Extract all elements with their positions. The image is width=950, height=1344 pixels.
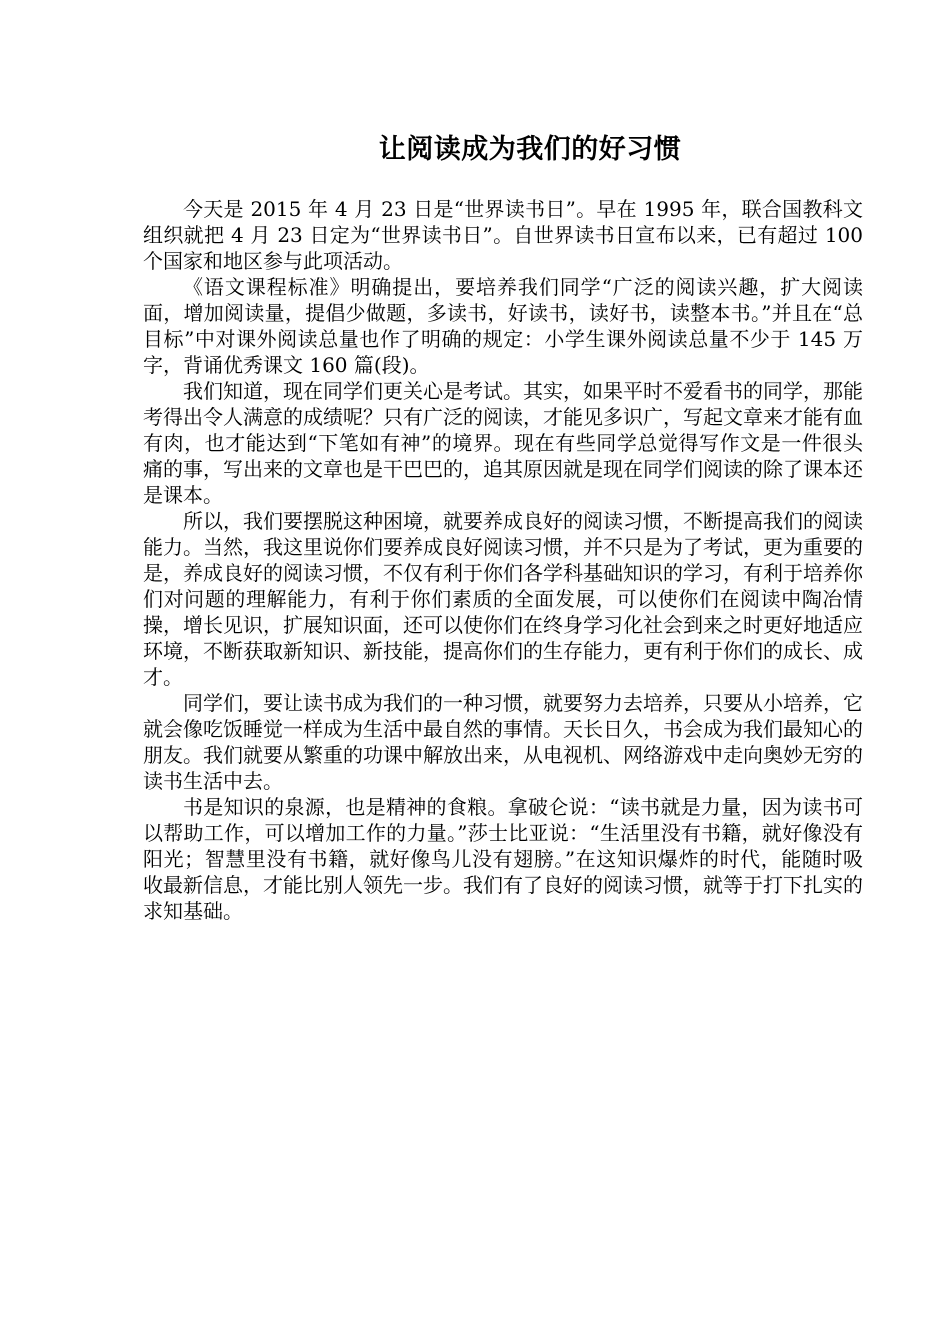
paragraph-6: 书是知识的泉源，也是精神的食粮。拿破仑说：“读书就是力量，因为读书可以帮助工作，可以增加工作的力量。”莎士比亚说：“生活里没有书籍，就好像没有阳光；智慧里没有书籍，就好像鸟儿没有翅膀。”在这知识爆炸的时代，能随时吸收最新信息，才能比别人领先一步。我们有了良好的阅读习惯，就等于打下扎实的求知基础。 — [143, 795, 863, 923]
document-title: 让阅读成为我们的好习惯 — [378, 134, 682, 165]
paragraph-5: 同学们，要让读书成为我们的一种习惯，就要努力去培养，只要从小培养，它就会像吃饭睡觉一样成为生活中最自然的事情。天长日久，书会成为我们最知心的朋友。我们就要从繁重的功课中解放出来，从电视机、网络游戏中走向奥妙无穷的读书生活中去。 — [143, 691, 863, 793]
paragraph-1: 今天是 2015 年 4 月 23 日是“世界读书日”。早在 1995 年，联合国教科文组织就把 4 月 23 日定为“世界读书日”。自世界读书日宣布以来，已有超过 100 个国家和地区参与此项活动。 — [143, 197, 863, 273]
paragraph-2: 《语文课程标准》明确提出，要培养我们同学“广泛的阅读兴趣，扩大阅读面，增加阅读量，提倡少做题，多读书，好读书，读好书，读整本书。”并且在“总目标”中对课外阅读总量也作了明确的规定：小学生课外阅读总量不少于 145 万字，背诵优秀课文 160 篇(段)。 — [143, 275, 863, 377]
document-body — [143, 196, 863, 924]
paragraph-3: 我们知道，现在同学们更关心是考试。其实，如果平时不爱看书的同学，那能考得出令人满意的成绩呢？只有广泛的阅读，才能见多识广，写起文章来才能有血有肉，也才能达到“下笔如有神”的境界。现在有些同学总觉得写作文是一件很头痛的事，写出来的文章也是干巴巴的，追其原因就是现在同学们阅读的除了课本还是课本。 — [143, 379, 863, 507]
paragraph-4: 所以，我们要摆脱这种困境，就要养成良好的阅读习惯，不断提高我们的阅读能力。当然，我这里说你们要养成良好阅读习惯，并不只是为了考试，更为重要的是，养成良好的阅读习惯，不仅有利于你们各学科基础知识的学习，有利于培养你们对问题的理解能力，有利于你们素质的全面发展，可以使你们在阅读中陶冶情操，增长见识，扩展知识面，还可以使你们在终身学习化社会到来之时更好地适应环境，不断获取新知识、新技能，提高你们的生存能力，更有利于你们的成长、成才。 — [143, 509, 863, 689]
